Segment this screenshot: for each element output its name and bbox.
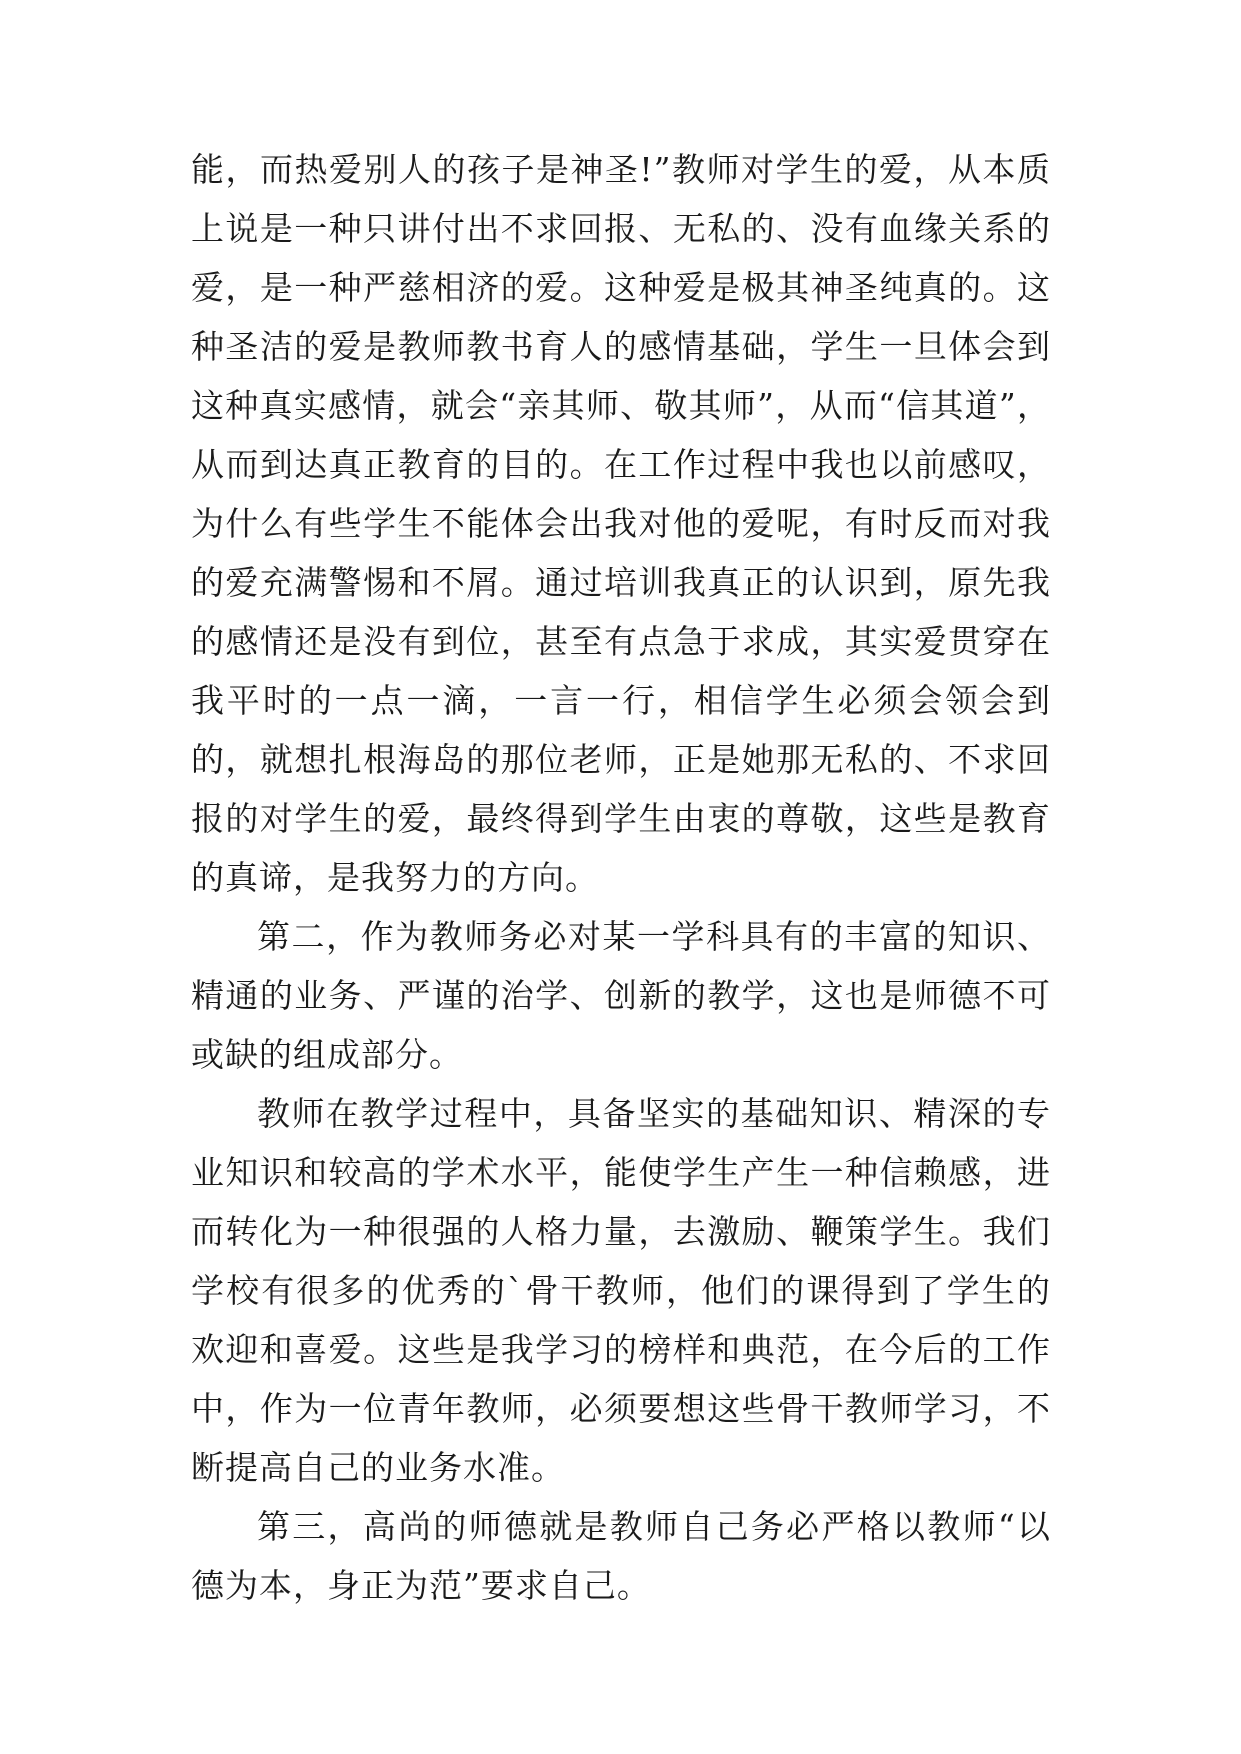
paragraph-teaching-knowledge: 教师在教学过程中，具备坚实的基础知识、精深的专业知识和较高的学术水平，能使学生产生一种信赖感，进而转化为一种很强的人格力量，去激励、鞭策学生。我们学校有很多的优秀的`骨干教师，他们的课得到了学生的欢迎和喜爱。这些是我学习的榜样和典范，在今后的工作中，作为一位青年教师，必须要想这些骨干教师学习，不断提高自己的业务水准。 (191, 1094, 1051, 1487)
body-text (191, 140, 1051, 1615)
paragraph-second-point: 第二，作为教师务必对某一学科具有的丰富的知识、精通的业务、严谨的治学、创新的教学，这也是师德不可或缺的组成部分。 (191, 917, 1051, 1074)
paragraph-third-point: 第三，高尚的师德就是教师自己务必严格以教师“以德为本，身正为范”要求自己。 (191, 1507, 1051, 1605)
paragraph-continuation: 能，而热爱别人的孩子是神圣!”教师对学生的爱，从本质上说是一种只讲付出不求回报、无私的、没有血缘关系的爱，是一种严慈相济的爱。这种爱是极其神圣纯真的。这种圣洁的爱是教师教书育人的感情基础，学生一旦体会到这种真实感情，就会“亲其师、敬其师”，从而“信其道”，从而到达真正教育的目的。在工作过程中我也以前感叹，为什么有些学生不能体会出我对他的爱呢，有时反而对我的爱充满警惕和不屑。通过培训我真正的认识到，原先我的感情还是没有到位，甚至有点急于求成，其实爱贯穿在我平时的一点一滴，一言一行，相信学生必须会领会到的，就想扎根海岛的那位老师，正是她那无私的、不求回报的对学生的爱，最终得到学生由衷的尊敬，这些是教育的真谛，是我努力的方向。 (191, 150, 1051, 897)
